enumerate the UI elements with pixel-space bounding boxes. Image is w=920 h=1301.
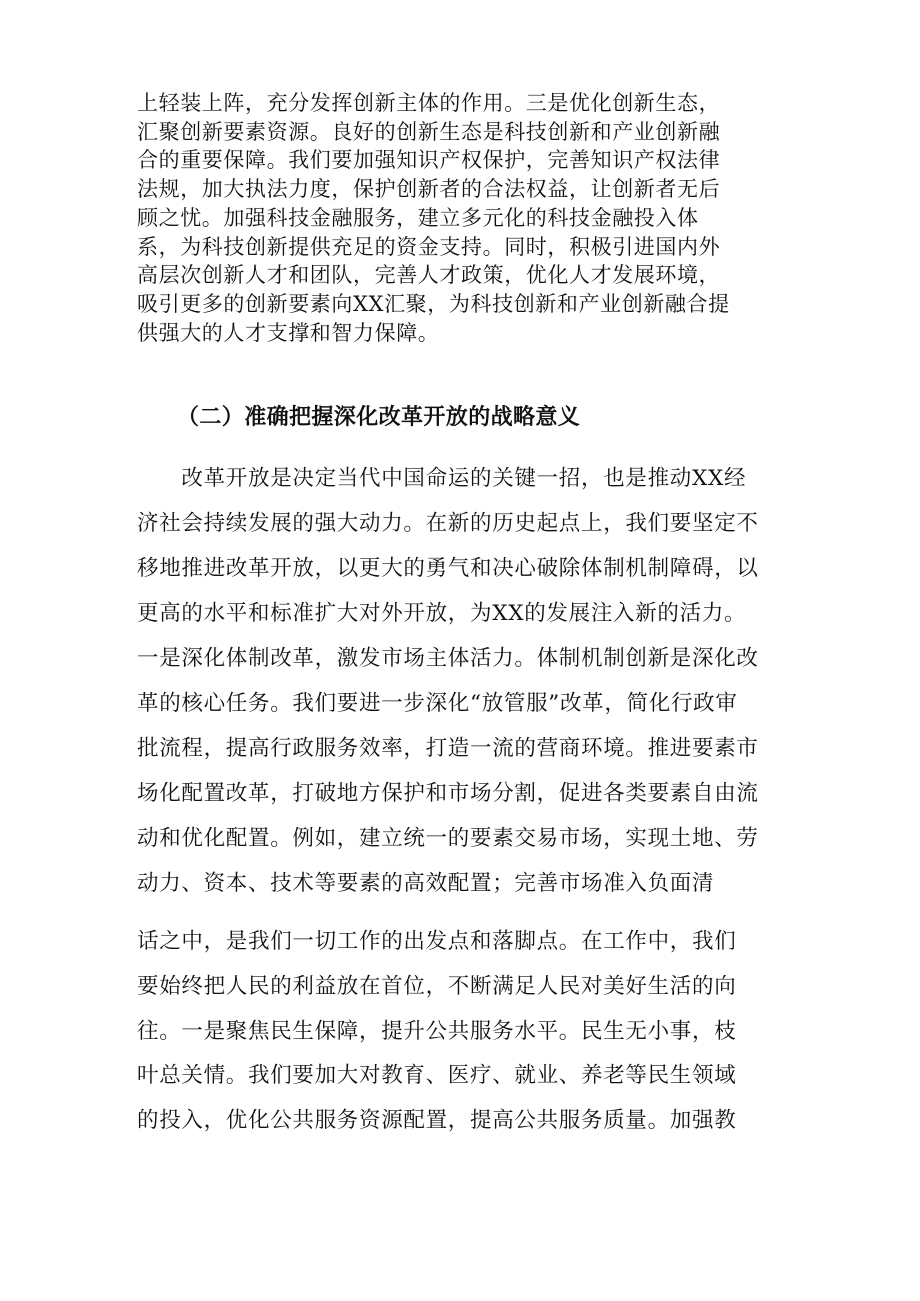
text-line: 合的重要保障。我们要加强知识产权保护，完善知识产权法律 <box>137 148 721 173</box>
text-line: 济社会持续发展的强大动力。在新的历史起点上，我们要坚定不 <box>137 511 759 536</box>
paragraph-innovation-ecosystem <box>137 89 787 347</box>
text-line: 革的核心任务。我们要进一步深化“放管服”改革，简化行政审 <box>137 691 738 716</box>
text-line: 系，为科技创新提供充足的资金支持。同时，积极引进国内外 <box>137 234 721 259</box>
text-line: 场化配置改革，打破地方保护和市场分割，促进各类要素自由流 <box>137 781 759 806</box>
text-line: 更高的水平和标准扩大对外开放，为XX的发展注入新的活力。 <box>137 601 747 626</box>
text-line: 要始终把人民的利益放在首位，不断满足人民对美好生活的向 <box>137 973 737 999</box>
paragraph-reform-opening <box>137 456 787 906</box>
text-line: 批流程，提高行政服务效率，打造一流的营商环境。推进要素市 <box>137 736 759 761</box>
text-line: 移地推进改革开放，以更大的勇气和决心破除体制机制障碍，以 <box>137 556 759 581</box>
paragraph-livelihood <box>137 920 787 1144</box>
text-line: 往。一是聚焦民生保障，提升公共服务水平。民生无小事，枝 <box>137 1018 737 1044</box>
text-line: 动力、资本、技术等要素的高效配置；完善市场准入负面清 <box>137 871 715 896</box>
text-line: 顾之忧。加强科技金融服务，建立多元化的科技金融投入体 <box>137 205 699 230</box>
text-line: 高层次创新人才和团队，完善人才政策，优化人才发展环境， <box>137 263 721 288</box>
section-heading: （二）准确把握深化改革开放的战略意义 <box>177 405 581 430</box>
text-line: 改革开放是决定当代中国命运的关键一招，也是推动XX经 <box>137 466 747 491</box>
text-line: 供强大的人才支撑和智力保障。 <box>137 320 440 345</box>
text-line: 叶总关情。我们要加大对教育、医疗、就业、养老等民生领域 <box>137 1063 737 1089</box>
text-line: 一是深化体制改革，激发市场主体活力。体制机制创新是深化改 <box>137 646 759 671</box>
text-line: 吸引更多的创新要素向XX汇聚，为科技创新和产业创新融合提 <box>137 291 730 316</box>
text-line: 话之中，是我们一切工作的出发点和落脚点。在工作中，我们 <box>137 929 737 954</box>
text-line: 汇聚创新要素资源。良好的创新生态是科技创新和产业创新融 <box>137 119 721 144</box>
text-line: 上轻装上阵，充分发挥创新主体的作用。三是优化创新生态， <box>137 91 721 115</box>
text-line: 法规，加大执法力度，保护创新者的合法权益，让创新者无后 <box>137 177 721 202</box>
text-line: 动和优化配置。例如，建立统一的要素交易市场，实现土地、劳 <box>137 826 759 851</box>
text-line: 的投入，优化公共服务资源配置，提高公共服务质量。加强教 <box>137 1108 737 1134</box>
